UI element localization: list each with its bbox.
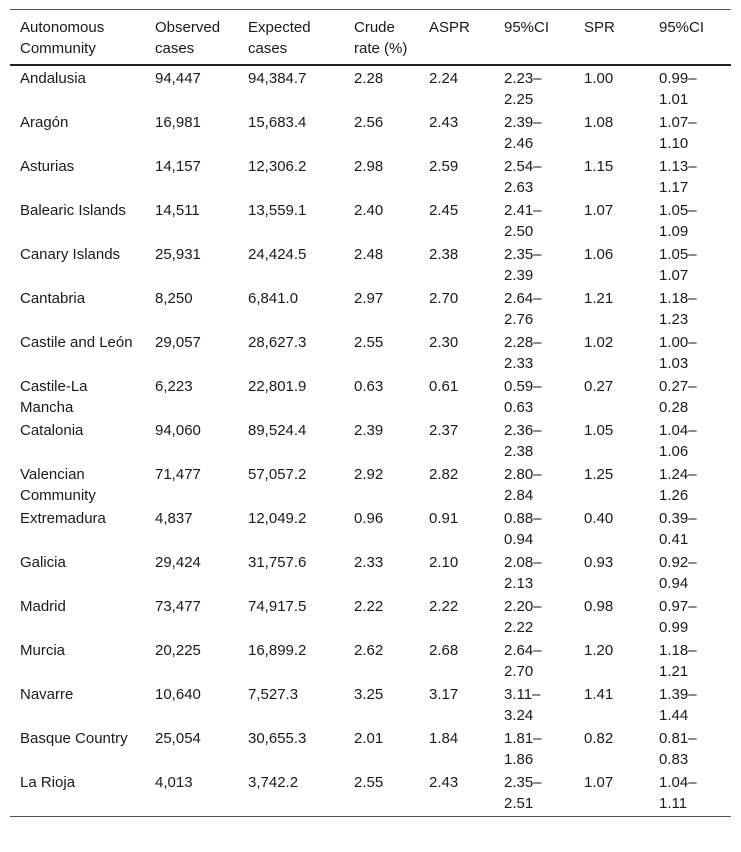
- table-row: [10, 463, 731, 507]
- cell-expected: 3,742.2: [238, 771, 344, 817]
- cell-expected: 15,683.4: [248, 114, 307, 131]
- cell-spr-ci: 0.99–1.01: [659, 70, 697, 108]
- cell-spr-ci: 1.13–1.17: [659, 158, 697, 196]
- table-row: [10, 551, 731, 595]
- cell-spr: 1.07: [584, 202, 614, 219]
- cell-observed: 8,250: [155, 290, 193, 307]
- cell-spr: 1.00: [584, 70, 614, 87]
- cell-spr-ci: 1.00–1.03: [659, 334, 697, 372]
- cell-crude-rate: 2.55: [344, 771, 419, 817]
- cell-crude-rate: 2.97: [354, 290, 384, 307]
- cell-observed: 14,511: [155, 202, 200, 219]
- table-row: [10, 155, 731, 199]
- cell-aspr: 3.17: [429, 686, 459, 703]
- cell-expected: 57,057.2: [248, 466, 307, 483]
- cell-aspr-ci: 2.54–2.63: [504, 158, 542, 196]
- cell-expected: 13,559.1: [248, 202, 307, 219]
- cell-observed: 16,981: [155, 114, 201, 131]
- cell-crude-rate: 2.56: [354, 114, 384, 131]
- cell-aspr-ci: 2.23–2.25: [504, 70, 542, 108]
- cell-aspr-ci: 2.35–2.39: [504, 246, 542, 284]
- table-header: [10, 10, 731, 66]
- table-row: [10, 771, 731, 817]
- cell-expected: 24,424.5: [248, 246, 307, 263]
- table-row: [10, 199, 731, 243]
- cell-community: Aragón: [20, 114, 69, 131]
- header-expected-cases: Expected cases: [238, 10, 344, 66]
- cell-spr: 1.15: [584, 158, 614, 175]
- cell-crude-rate: 2.33: [354, 554, 384, 571]
- table-row: [10, 507, 731, 551]
- cell-aspr: 2.37: [429, 422, 459, 439]
- table-body: [10, 65, 731, 817]
- cell-aspr: 2.68: [429, 642, 459, 659]
- cell-observed: 29,057: [155, 334, 201, 351]
- cell-crude-rate: 2.55: [354, 334, 384, 351]
- cell-observed: 4,837: [155, 510, 193, 527]
- cell-community: Cantabria: [20, 290, 86, 307]
- table-row: [10, 639, 731, 683]
- cell-aspr-ci: 2.08–2.13: [504, 554, 542, 592]
- cell-community: Andalusia: [20, 70, 86, 87]
- header-spr: SPR: [574, 10, 649, 66]
- cell-crude-rate: 2.22: [354, 598, 384, 615]
- cell-expected: 74,917.5: [248, 598, 307, 615]
- cell-community: Extremadura: [20, 510, 106, 527]
- cell-expected: 7,527.3: [248, 686, 299, 703]
- cell-aspr: 0.61: [429, 378, 459, 395]
- cell-aspr-ci: 2.64–2.76: [504, 290, 542, 328]
- cell-aspr: 2.24: [429, 70, 459, 87]
- cell-spr-ci: 0.92–0.94: [659, 554, 697, 592]
- cell-expected: 12,049.2: [248, 510, 307, 527]
- cell-expected: 22,801.9: [248, 378, 307, 395]
- table-row: [10, 595, 731, 639]
- cell-aspr-ci: 2.36–2.38: [504, 422, 542, 460]
- cell-aspr-ci: 2.28–2.33: [504, 334, 542, 372]
- prevalence-table: [10, 9, 731, 817]
- cell-crude-rate: 2.48: [354, 246, 384, 263]
- cell-crude-rate: 2.92: [354, 466, 384, 483]
- cell-crude-rate: 3.25: [354, 686, 384, 703]
- cell-community: Navarre: [20, 686, 74, 703]
- cell-crude-rate: 0.63: [354, 378, 384, 395]
- cell-community: Galicia: [20, 554, 66, 571]
- table-row: [10, 683, 731, 727]
- table-row: [10, 65, 731, 111]
- cell-observed: 20,225: [155, 642, 201, 659]
- cell-community: Castile-La Mancha: [20, 378, 88, 416]
- cell-expected: 89,524.4: [248, 422, 307, 439]
- cell-spr-ci: 1.04–1.11: [649, 771, 731, 817]
- cell-observed: 71,477: [155, 466, 201, 483]
- cell-spr-ci: 0.97–0.99: [659, 598, 697, 636]
- cell-aspr-ci: 3.11–3.24: [504, 686, 541, 724]
- header-autonomous-community: Autonomous Community: [10, 10, 145, 66]
- header-crude-rate: Crude rate (%): [344, 10, 419, 66]
- table-row: [10, 243, 731, 287]
- cell-crude-rate: 2.01: [354, 730, 384, 747]
- cell-community: Madrid: [20, 598, 66, 615]
- cell-community: Asturias: [20, 158, 75, 175]
- cell-spr-ci: 1.39–1.44: [659, 686, 697, 724]
- cell-spr: 1.41: [584, 686, 614, 703]
- cell-spr-ci: 1.05–1.07: [659, 246, 697, 284]
- cell-spr: 1.02: [584, 334, 614, 351]
- data-table-container: [10, 9, 731, 817]
- cell-aspr: 2.43: [429, 114, 459, 131]
- cell-spr-ci: 0.27–0.28: [659, 378, 697, 416]
- cell-aspr-ci: 1.81–1.86: [504, 730, 542, 768]
- cell-spr: 1.21: [584, 290, 614, 307]
- cell-spr: 0.27: [584, 378, 614, 395]
- cell-aspr-ci: 2.64–2.70: [504, 642, 542, 680]
- table-row: [10, 419, 731, 463]
- cell-spr-ci: 1.18–1.21: [659, 642, 697, 680]
- table-row: [10, 287, 731, 331]
- cell-observed: 25,054: [155, 730, 201, 747]
- cell-aspr-ci: 0.88–0.94: [504, 510, 542, 548]
- cell-observed: 6,223: [155, 378, 193, 395]
- cell-spr: 0.98: [584, 598, 614, 615]
- header-aspr: ASPR: [419, 10, 494, 66]
- cell-observed: 29,424: [155, 554, 201, 571]
- cell-expected: 31,757.6: [248, 554, 307, 571]
- cell-observed: 14,157: [155, 158, 201, 175]
- cell-observed: 73,477: [155, 598, 201, 615]
- cell-aspr: 2.30: [429, 334, 459, 351]
- cell-spr: 1.20: [584, 642, 614, 659]
- cell-spr: 1.05: [584, 422, 614, 439]
- cell-spr-ci: 1.07–1.10: [659, 114, 697, 152]
- cell-aspr: 2.22: [429, 598, 459, 615]
- cell-spr: 0.82: [584, 730, 614, 747]
- cell-spr-ci: 1.18–1.23: [659, 290, 697, 328]
- cell-aspr: 0.91: [429, 510, 459, 527]
- cell-spr: 1.07: [574, 771, 649, 817]
- table-row: [10, 111, 731, 155]
- cell-aspr-ci: 2.41–2.50: [504, 202, 542, 240]
- cell-community: Catalonia: [20, 422, 84, 439]
- header-row: [10, 10, 731, 66]
- cell-spr: 1.06: [584, 246, 614, 263]
- cell-spr-ci: 1.24–1.26: [659, 466, 697, 504]
- cell-observed: 25,931: [155, 246, 201, 263]
- cell-community: Murcia: [20, 642, 66, 659]
- cell-aspr-ci: 2.39–2.46: [504, 114, 542, 152]
- header-spr-ci: 95%CI: [649, 10, 731, 66]
- table-row: [10, 331, 731, 375]
- header-aspr-ci: 95%CI: [494, 10, 574, 66]
- cell-aspr: 2.82: [429, 466, 459, 483]
- cell-aspr: 2.43: [419, 771, 494, 817]
- cell-spr-ci: 0.81–0.83: [659, 730, 697, 768]
- table-row: [10, 375, 731, 419]
- cell-crude-rate: 2.40: [354, 202, 384, 219]
- cell-community: La Rioja: [10, 771, 145, 817]
- cell-crude-rate: 2.39: [354, 422, 384, 439]
- cell-aspr-ci: 0.59–0.63: [504, 378, 542, 416]
- cell-spr: 1.08: [584, 114, 614, 131]
- cell-community: Canary Islands: [20, 246, 121, 263]
- cell-community: Balearic Islands: [20, 202, 126, 219]
- header-observed-cases: Observed cases: [145, 10, 238, 66]
- cell-expected: 94,384.7: [248, 70, 307, 87]
- table-row: [10, 727, 731, 771]
- cell-expected: 16,899.2: [248, 642, 307, 659]
- cell-spr: 0.40: [584, 510, 614, 527]
- cell-aspr: 2.45: [429, 202, 459, 219]
- cell-aspr: 1.84: [429, 730, 459, 747]
- cell-aspr: 2.59: [429, 158, 459, 175]
- cell-aspr-ci: 2.20–2.22: [504, 598, 542, 636]
- cell-aspr: 2.70: [429, 290, 459, 307]
- cell-aspr: 2.10: [429, 554, 459, 571]
- cell-crude-rate: 2.98: [354, 158, 384, 175]
- cell-spr: 0.93: [584, 554, 614, 571]
- cell-spr-ci: 1.05–1.09: [659, 202, 697, 240]
- cell-aspr-ci: 2.80–2.84: [504, 466, 542, 504]
- cell-aspr-ci: 2.35–2.51: [494, 771, 574, 817]
- cell-community: Valencian Community: [20, 466, 96, 504]
- cell-expected: 12,306.2: [248, 158, 307, 175]
- cell-spr: 1.25: [584, 466, 614, 483]
- cell-crude-rate: 0.96: [354, 510, 384, 527]
- cell-spr-ci: 1.04–1.06: [659, 422, 697, 460]
- cell-expected: 6,841.0: [248, 290, 299, 307]
- cell-crude-rate: 2.28: [354, 70, 384, 87]
- cell-community: Castile and León: [20, 334, 133, 351]
- cell-observed: 94,060: [155, 422, 201, 439]
- cell-expected: 30,655.3: [248, 730, 307, 747]
- cell-observed: 10,640: [155, 686, 201, 703]
- cell-expected: 28,627.3: [248, 334, 307, 351]
- cell-observed: 4,013: [145, 771, 238, 817]
- cell-crude-rate: 2.62: [354, 642, 384, 659]
- cell-community: Basque Country: [20, 730, 128, 747]
- cell-observed: 94,447: [155, 70, 201, 87]
- cell-aspr: 2.38: [429, 246, 459, 263]
- cell-spr-ci: 0.39–0.41: [659, 510, 697, 548]
